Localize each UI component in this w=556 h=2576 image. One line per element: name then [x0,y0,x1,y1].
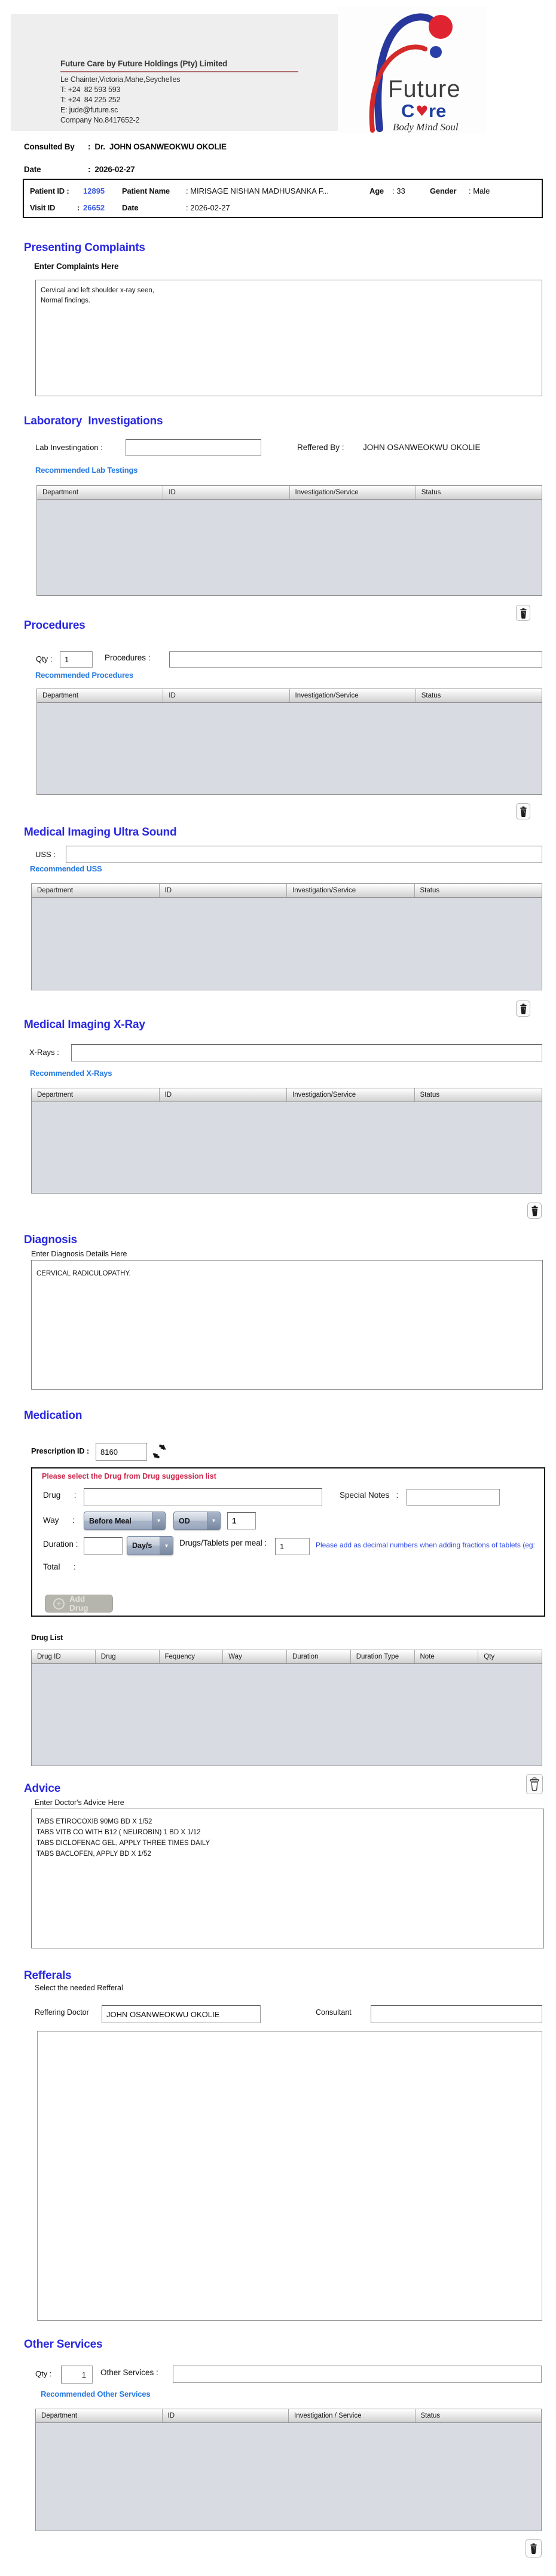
duration-input[interactable] [84,1537,123,1555]
reffered-by-value: JOHN OSANWEOKWU OKOLIE [363,443,481,452]
uss-table [31,883,542,990]
xray-table [31,1088,542,1194]
advice-textarea[interactable] [31,1809,544,1948]
title-underline [60,71,298,72]
add-drug-label: Add Drug [69,1595,88,1613]
trash-icon [530,1205,539,1217]
logo-care-re: re [429,100,447,121]
total-label: Total : [43,1562,76,1571]
company-email: E: jude@future.sc [60,106,118,114]
lab-investigation-input[interactable] [126,439,261,456]
chevron-down-icon: ▼ [207,1512,220,1529]
per-meal-label: Drugs/Tablets per meal : [179,1538,267,1547]
advice-line: TABS VITB CO WITH B12 ( NEUROBIN) 1 BD X 1/12 [36,1829,201,1836]
delete-lab-button[interactable] [516,605,530,621]
procedures-qty-input[interactable] [60,651,93,668]
column-header-status: Status [420,2412,441,2419]
advice-label: Enter Doctor's Advice Here [35,1798,124,1807]
procedures-table-body [37,703,542,794]
frequency-dropdown-value: OD [179,1516,190,1525]
diagnosis-textarea[interactable] [31,1260,543,1390]
visit-date-value: : 2026-02-27 [186,203,230,212]
refresh-prescription-button[interactable] [150,1442,168,1461]
complaints-line: Cervical and left shoulder x-ray seen, [41,287,154,294]
refferal-list-box[interactable] [37,2031,542,2321]
visit-id-value: 26652 [83,203,105,212]
delete-other-service-button[interactable] [526,2539,542,2557]
reffering-doctor-label: Reffering Doctor [35,2008,89,2017]
column-header-id: ID [163,2409,289,2422]
drug-input[interactable] [84,1488,322,1506]
xray-table-header [32,1088,542,1102]
uss-table-header [32,884,542,898]
diagnosis-text: CERVICAL RADICULOPATHY. [36,1270,131,1277]
drug-label: Drug : [43,1491,77,1500]
recommended-other-services-label: Recommended Other Services [41,2390,151,2398]
special-notes-label: Special Notes : [340,1491,399,1500]
drug-list-table [31,1650,542,1766]
drug-table-body [32,1664,542,1766]
column-header-status: Status [420,887,440,894]
recommended-xray-label: Recommended X-Rays [30,1069,112,1078]
other-services-table-header [36,2409,541,2423]
column-header-drug-id: Drug ID [32,1650,96,1663]
delete-procedure-button[interactable] [516,803,530,819]
trash-outline-icon [529,1777,540,1791]
section-heading-laboratory: Laboratory Investigations [24,415,163,427]
section-heading-uss: Medical Imaging Ultra Sound [24,826,177,839]
recommended-lab-testings-label: Recommended Lab Testings [35,466,138,475]
advice-line: TABS DICLOFENAC GEL, APPLY THREE TIMES DAILY [36,1840,210,1847]
lab-table-body [37,500,542,595]
column-header-department: Department [32,1088,160,1102]
consult-date-value: : 2026-02-27 [88,165,135,174]
drug-entry-panel [31,1467,545,1617]
visit-id-colon: : [77,203,80,212]
uss-label: USS : [35,850,56,859]
other-services-table [35,2409,542,2531]
other-services-label: Other Services : [100,2368,158,2377]
section-heading-other-services: Other Services [24,2338,103,2351]
logo-tagline: Body Mind Soul [393,121,459,133]
refresh-icon [151,1443,167,1460]
xray-input[interactable] [71,1044,542,1061]
column-header-id: ID [160,884,288,897]
refferal-select-label: Select the needed Refferal [35,1984,123,1992]
patient-name-value: : MIRISAGE NISHAN MADHUSANKA F... [186,186,329,195]
procedures-qty-label: Qty : [36,654,53,663]
other-qty-label: Qty : [35,2369,52,2378]
procedures-table-header [37,689,542,703]
consultant-label: Consultant [316,2008,352,2017]
column-header-status: Status [421,692,441,699]
column-header-id: ID [160,1088,288,1102]
uss-input[interactable] [66,846,542,863]
drug-list-label: Drug List [31,1633,63,1642]
other-qty-input[interactable] [61,2366,93,2384]
trash-icon [519,806,528,818]
recommended-uss-label: Recommended USS [30,864,102,873]
delete-uss-button[interactable] [516,1001,530,1017]
delete-drug-button[interactable] [526,1774,543,1794]
column-header-duration: Duration [287,1650,351,1663]
complaints-label: Enter Complaints Here [34,262,119,271]
column-header-investigation: Investigation / Service [289,2409,416,2422]
consult-date-label: Date [24,165,41,174]
column-header-department: Department [36,2409,163,2422]
column-header-duration-type: Duration Type [351,1650,415,1663]
column-header-drug: Drug [96,1650,160,1663]
prescription-id-label: Prescription ID : [31,1446,90,1455]
consulted-by-value: : Dr. JOHN OSANWEOKWU OKOLIE [88,142,227,151]
section-heading-presenting-complaints: Presenting Complaints [24,241,145,254]
procedures-label: Procedures : [105,653,151,662]
drug-suggestion-alert: Please select the Drug from Drug suggession list [42,1472,216,1480]
per-meal-input[interactable] [275,1538,310,1555]
trash-icon [519,607,528,619]
complaints-textarea[interactable] [35,280,542,396]
trash-icon [519,1003,528,1015]
drug-table-header [32,1650,542,1664]
column-header-investigation: Investigation/Service [287,884,415,897]
gender-label: Gender [430,186,457,195]
special-notes-input[interactable] [407,1489,500,1506]
advice-line: TABS ETIROCOXIB 90MG BD X 1/52 [36,1818,152,1825]
chevron-down-icon: ▼ [160,1537,173,1555]
delete-xray-button[interactable] [527,1203,542,1219]
visit-id-label: Visit ID [30,203,56,212]
section-heading-medication: Medication [24,1409,83,1422]
uss-table-body [32,898,542,990]
section-heading-diagnosis: Diagnosis [24,1234,77,1246]
gender-value: : Male [469,186,490,195]
logo-heart-icon: ♥ [416,103,429,120]
way-dropdown-value: Before Meal [89,1516,132,1525]
duration-type-value: Day/s [132,1541,152,1550]
column-header-way: Way [223,1650,287,1663]
company-address: Le Chainter,Victoria,Mahe,Seychelles [60,75,181,84]
other-services-input[interactable] [173,2366,542,2383]
column-header-id: ID [163,689,289,702]
reffered-by-label: Reffered By : [297,443,344,452]
futurecare-logo [338,6,486,133]
procedures-table [36,689,542,795]
company-title: Future Care by Future Holdings (Pty) Limited [60,59,228,68]
logo-care-c: C [401,100,415,121]
column-header-status: Status [421,489,441,496]
reffering-doctor-input[interactable] [102,2005,261,2023]
plus-circle-icon: + [53,1598,65,1610]
other-services-table-body [36,2423,541,2531]
section-heading-xray: Medical Imaging X-Ray [24,1018,145,1031]
column-header-frequency: Fequency [160,1650,224,1663]
column-header-department: Department [37,486,163,499]
patient-id-value: 12895 [83,186,105,195]
duration-type-dropdown[interactable] [127,1536,173,1555]
consultant-input[interactable] [371,2005,542,2023]
column-header-investigation: Investigation/Service [290,689,416,702]
complaints-line: Normal findings. [41,297,91,304]
section-heading-advice: Advice [24,1782,61,1795]
futurecare-logo-icon [338,6,486,133]
company-number: Company No.8417652-2 [60,116,140,124]
procedures-input[interactable] [169,651,542,668]
diagnosis-label: Enter Diagnosis Details Here [31,1250,127,1258]
column-header-investigation: Investigation/Service [290,486,416,499]
age-label: Age [369,186,384,195]
patient-id-label: Patient ID : [30,186,69,195]
add-drug-button[interactable] [45,1595,113,1613]
column-header-qty: Qty [484,1653,495,1660]
decimal-note: Please add as decimal numbers when adding fractions of tablets (eg: [316,1541,535,1549]
advice-line: TABS BACLOFEN, APPLY BD X 1/52 [36,1850,151,1858]
logo-word-future: Future [388,76,461,102]
patient-name-label: Patient Name [122,186,170,195]
xray-table-body [32,1102,542,1193]
way-label: Way : [43,1516,75,1525]
way-dropdown[interactable] [84,1512,166,1530]
company-phone-2: T: +24 84 225 252 [60,96,121,104]
consulted-by-label: Consulted By [24,142,75,151]
age-value: : 33 [392,186,405,195]
column-header-id: ID [163,486,289,499]
recommended-procedures-label: Recommended Procedures [35,671,133,680]
lab-investigation-label: Lab Investingation : [35,443,103,452]
way-qty-input[interactable] [227,1512,256,1529]
lab-table-header [37,486,542,500]
lab-results-table [36,485,542,596]
prescription-id-input[interactable] [96,1443,147,1461]
patient-info-bar [23,179,543,218]
section-heading-procedures: Procedures [24,619,85,632]
column-header-department: Department [37,689,163,702]
chevron-down-icon: ▼ [152,1512,165,1529]
column-header-investigation: Investigation/Service [287,1088,415,1102]
column-header-note: Note [415,1650,479,1663]
company-phone-1: T: +24 82 593 593 [60,85,121,94]
trash-icon [529,2543,538,2554]
frequency-dropdown[interactable] [173,1512,221,1530]
duration-label: Duration : [43,1540,78,1549]
column-header-department: Department [32,884,160,897]
visit-date-label: Date [122,203,139,212]
section-heading-refferals: Refferals [24,1969,72,1982]
column-header-status: Status [420,1091,440,1099]
xray-label: X-Rays : [29,1048,59,1057]
